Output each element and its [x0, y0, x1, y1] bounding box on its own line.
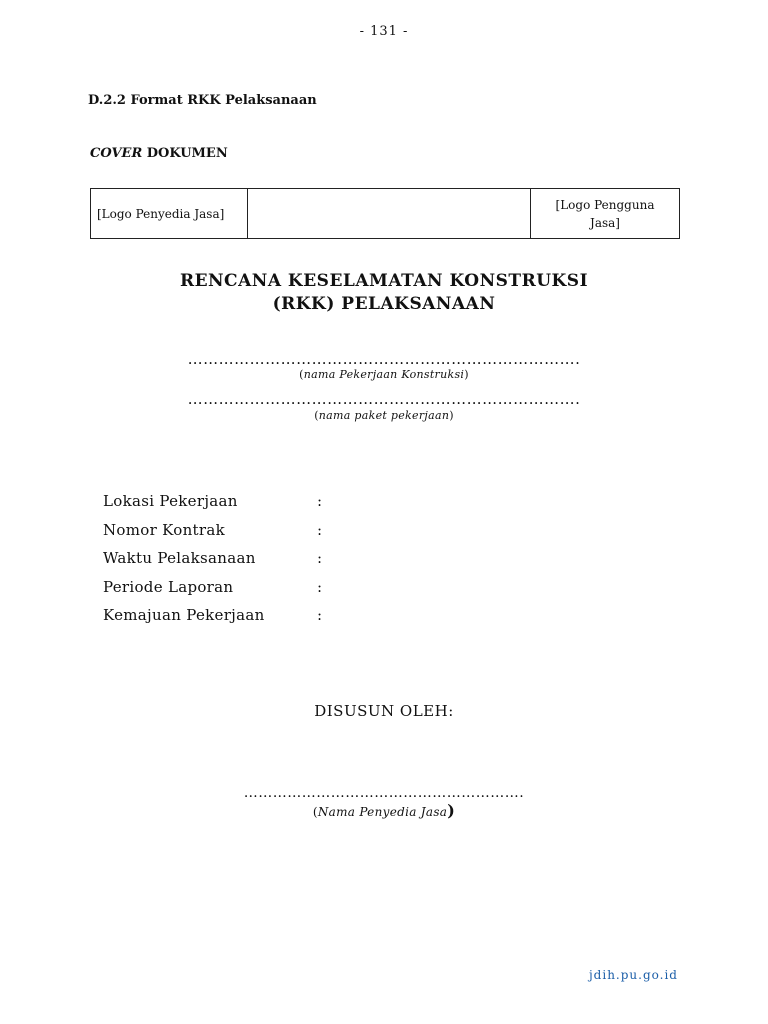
- work-name-caption: [0, 368, 768, 381]
- field-label: Nomor Kontrak: [103, 520, 225, 539]
- work-name-caption-close: ): [464, 368, 469, 381]
- package-dotted-line: ………………………………………………………………….: [187, 391, 581, 407]
- field-colon: :: [317, 520, 323, 539]
- provider-caption: [0, 801, 768, 820]
- project-info-fields: [103, 487, 337, 630]
- field-row-execution-time: [103, 544, 337, 573]
- work-name-caption-text: nama Pekerjaan Konstruksi: [303, 368, 465, 381]
- field-label: Lokasi Pekerjaan: [103, 492, 238, 511]
- field-label: Waktu Pelaksanaan: [103, 549, 256, 568]
- page-number: - 131 -: [359, 24, 409, 39]
- package-caption: [0, 409, 768, 422]
- cover-label-italic: COVER: [90, 146, 143, 161]
- document-title-line1: RENCANA KESELAMATAN KONSTRUKSI: [179, 271, 589, 291]
- footer-url: jdih.pu.go.id: [588, 968, 678, 982]
- document-title-line2: (RKK) PELAKSANAAN: [272, 294, 496, 314]
- service-user-logo-line1: [Logo Pengguna: [555, 197, 655, 212]
- field-row-work-progress: [103, 601, 337, 630]
- field-label: Kemajuan Pekerjaan: [103, 606, 265, 625]
- service-user-logo-placeholder: [531, 189, 680, 239]
- package-caption-open: (: [314, 409, 319, 422]
- provider-caption-close: ): [447, 801, 456, 820]
- field-row-report-period: [103, 573, 337, 602]
- service-provider-logo-placeholder: [Logo Penyedia Jasa]: [91, 189, 248, 239]
- field-colon: :: [317, 549, 323, 568]
- logo-table: [90, 188, 680, 239]
- section-heading: D.2.2 Format RKK Pelaksanaan: [88, 93, 317, 108]
- document-title: [0, 270, 768, 316]
- field-colon: :: [317, 492, 323, 511]
- work-name-caption-open: (: [299, 368, 304, 381]
- field-colon: :: [317, 606, 323, 625]
- logo-table-middle-cell: [248, 189, 531, 239]
- field-colon: :: [317, 577, 323, 596]
- provider-caption-text: Nama Penyedia Jasa: [317, 805, 448, 819]
- provider-dotted-line: ………………………………………………….: [243, 785, 525, 801]
- field-label: Periode Laporan: [103, 577, 234, 596]
- field-row-contract-number: [103, 516, 337, 545]
- prepared-by-label: DISUSUN OLEH:: [314, 702, 454, 720]
- work-name-dotted-line: ………………………………………………………………….: [187, 351, 581, 367]
- provider-caption-open: (: [312, 805, 318, 819]
- service-user-logo-line2: Jasa]: [590, 215, 620, 230]
- package-caption-text: nama paket pekerjaan: [318, 409, 450, 422]
- cover-label-rest: DOKUMEN: [142, 146, 228, 161]
- field-row-location: [103, 487, 337, 516]
- cover-label: [90, 146, 228, 161]
- package-caption-close: ): [449, 409, 454, 422]
